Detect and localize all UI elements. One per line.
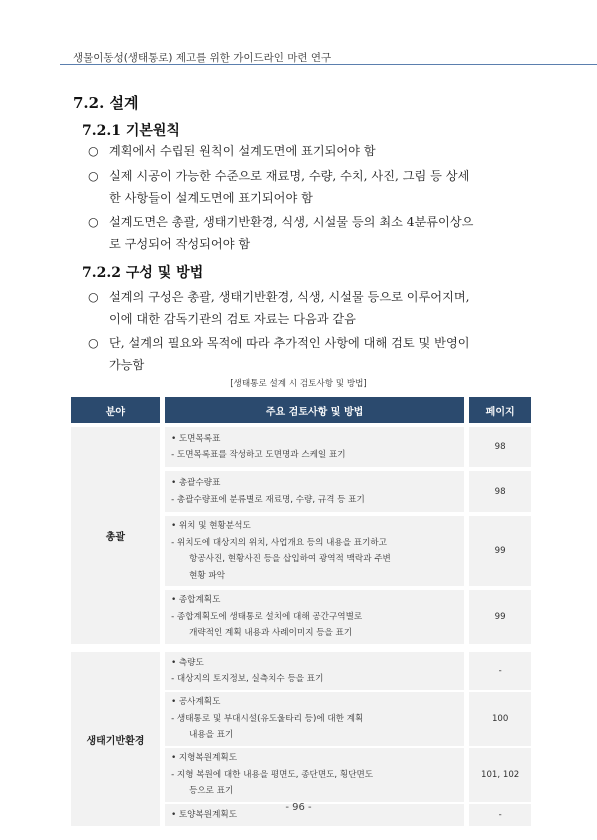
bullet-text: 설계의 구성은 총괄, 생태기반환경, 식생, 시설물 등으로 이루어지며, [109,290,470,304]
review-item-cell: • 측량도 - 대상지의 토지정보, 실측치수 등을 표기 [165,652,464,690]
circle-bullet-icon: ○ [88,290,99,304]
bullet-text: 단, 설계의 필요와 목적에 따라 추가적인 사항에 대해 검토 및 반영이 [109,336,470,350]
table-header-row [71,397,531,423]
table-row [71,427,531,467]
bullet-text: 실제 시공이 가능한 수준으로 재료명, 수량, 수치, 사진, 그림 등 상세 [109,169,470,183]
category-cell: 총괄 [71,427,160,644]
category-cell: 생태기반환경 [71,652,160,826]
header-divider [60,64,597,65]
subsection-heading-basic-principles: 7.2.1 기본원칙 [82,123,180,139]
bullet-text-continuation: 가능함 [109,358,145,372]
bullet-text-continuation: 이에 대한 감독기관의 검토 자료는 다음과 같음 [109,312,356,326]
bullet-item [88,286,543,330]
review-item-cell: • 지형복원계획도 - 지형 복원에 대한 내용을 평면도, 종단면도, 횡단면도 등으로 표기 [165,748,464,802]
bullet-item [88,165,543,209]
review-item-cell: • 토양복원계획도 [165,804,464,826]
subsection-heading-composition: 7.2.2 구성 및 방법 [82,265,204,281]
page-cell: 99 [469,590,531,644]
page-cell: 101, 102 [469,748,531,802]
circle-bullet-icon: ○ [88,215,99,229]
section-heading: 7.2. 설계 [73,94,139,112]
column-header-review-items: 주요 검토사항 및 방법 [165,397,464,423]
review-items-table [71,397,531,826]
bullet-item [88,332,543,376]
circle-bullet-icon: ○ [88,144,99,158]
page-cell: - [469,652,531,690]
page-cell: 98 [469,471,531,512]
column-header-page: 페이지 [469,397,531,423]
page-cell: 99 [469,516,531,586]
circle-bullet-icon: ○ [88,169,99,183]
review-item-cell: • 총괄수량표 - 총괄수량표에 분류별로 재료명, 수량, 규격 등 표기 [165,471,464,512]
table-row [71,652,531,690]
bullet-item [88,140,543,162]
bullet-item [88,211,543,255]
review-item-cell: • 위치 및 현황분석도 - 위치도에 대상지의 위치, 사업개요 등의 내용을 표기하고 항공사진, 현황사진 등을 삽입하여 광역적 맥락과 주변 현황 파악 [165,516,464,586]
running-header: 생물이동성(생태통로) 제고를 위한 가이드라인 마련 연구 [73,52,332,64]
review-item-cell: • 공사계획도 - 생태통로 및 부대시설(유도울타리 등)에 대한 계획 내용을 표기 [165,692,464,746]
bullet-text-continuation: 한 사항들이 설계도면에 표기되어야 함 [109,191,313,205]
review-item-cell: • 종합계획도 - 종합계획도에 생태통로 설치에 대해 공간구역별로 개략적인 계획 내용과 사례이미지 등을 표기 [165,590,464,644]
column-header-field: 분야 [71,397,160,423]
page-number: - 96 - [285,802,312,813]
circle-bullet-icon: ○ [88,336,99,350]
review-item-cell: • 도면목록표 - 도면목록표를 작성하고 도면명과 스케일 표기 [165,427,464,467]
table-caption: [생태통로 설계 시 검토사항 및 방법] [230,379,367,389]
bullet-text: 설계도면은 총괄, 생태기반환경, 식생, 시설물 등의 최소 4분류이상으 [109,215,474,229]
bullet-text: 계획에서 수립된 원칙이 설계도면에 표기되어야 함 [109,144,376,158]
page-cell: 100 [469,692,531,746]
bullet-text-continuation: 로 구성되어 작성되어야 함 [109,237,251,251]
page-cell: - [469,804,531,826]
page-cell: 98 [469,427,531,467]
